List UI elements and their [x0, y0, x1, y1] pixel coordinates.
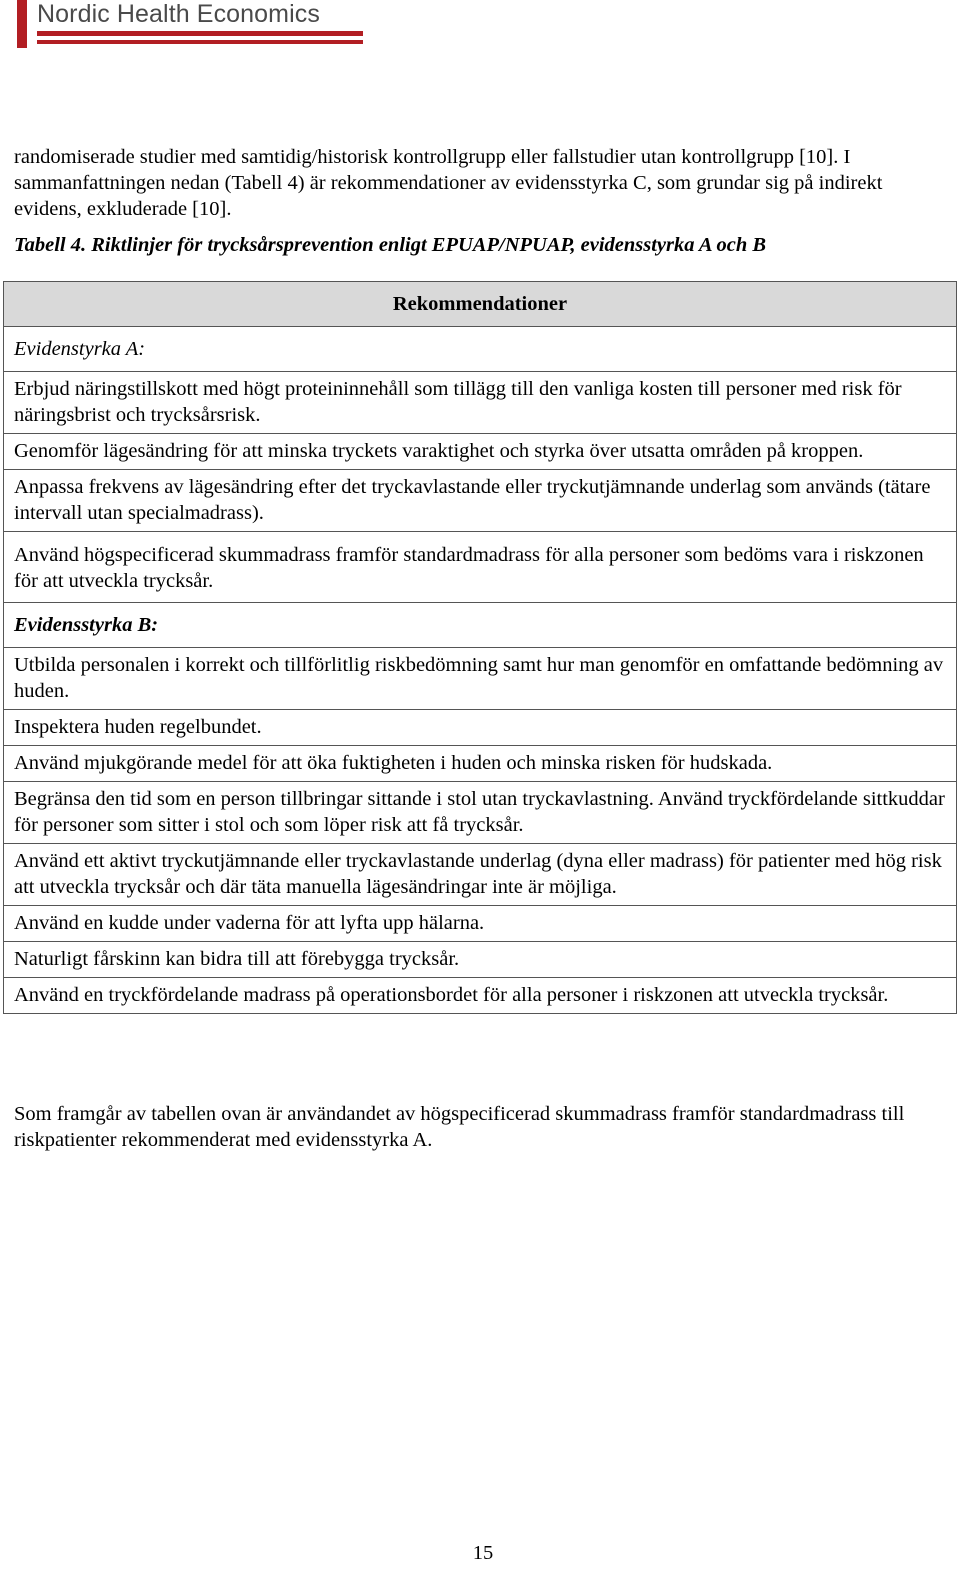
page-number: 15	[472, 1542, 494, 1564]
table-row	[4, 710, 957, 746]
evidence-level-a-label: Evidenstyrka A:	[4, 327, 957, 372]
table-row	[4, 603, 957, 648]
table-row	[4, 372, 957, 434]
recommendation-item: Inspektera huden regelbundet.	[4, 710, 957, 746]
recommendation-item: Genomför lägesändring för att minska tryckets varaktighet och styrka över utsatta områden på kroppen.	[4, 434, 957, 470]
table-header-row	[4, 282, 957, 327]
table-header: Rekommendationer	[4, 282, 957, 327]
recommendation-item: Använd en kudde under vaderna för att lyfta upp hälarna.	[4, 906, 957, 942]
table-row	[4, 746, 957, 782]
recommendation-item: Använd mjukgörande medel för att öka fuktigheten i huden och minska risken för hudskada.	[4, 746, 957, 782]
table-row	[4, 942, 957, 978]
table-row	[4, 906, 957, 942]
table-row	[4, 844, 957, 906]
logo-accent-bar	[17, 0, 27, 48]
table-row	[4, 782, 957, 844]
table-row	[4, 327, 957, 372]
intro-paragraph: randomiserade studier med samtidig/historisk kontrollgrupp eller fallstudier utan kontrollgrupp [10]. I sammanfattningen nedan (Tabell 4) är rekommendationer av evidensstyrka C, som grundar sig på indirekt evidens, exkluderade [10].	[14, 146, 883, 220]
recommendations-table	[3, 281, 957, 1014]
recommendation-item: Använd högspecificerad skummadrass framför standardmadrass för alla personer som bedöms vara i riskzonen för att utveckla trycksår.	[4, 532, 957, 603]
recommendation-item: Begränsa den tid som en person tillbringar sittande i stol utan tryckavlastning. Använd tryckfördelande sittkuddar för personer som sitter i stol och som löper risk att få trycksår.	[4, 782, 957, 844]
recommendation-item: Naturligt fårskinn kan bidra till att förebygga trycksår.	[4, 942, 957, 978]
table-row	[4, 532, 957, 603]
table-row	[4, 978, 957, 1014]
table-row	[4, 434, 957, 470]
table-row	[4, 470, 957, 532]
logo-underline	[37, 40, 363, 44]
evidence-level-b-label: Evidensstyrka B:	[4, 603, 957, 648]
recommendation-item: Använd ett aktivt tryckutjämnande eller tryckavlastande underlag (dyna eller madrass) för patienter med hög risk att utveckla trycksår och där täta manuella lägesändringar inte är möjliga.	[4, 844, 957, 906]
logo-text: Nordic Health Economics	[37, 0, 320, 28]
table-row	[4, 648, 957, 710]
table-caption: Tabell 4. Riktlinjer för trycksårsprevention enligt EPUAP/NPUAP, evidensstyrka A och B	[14, 234, 767, 256]
recommendation-item: Anpassa frekvens av lägesändring efter det tryckavlastande eller tryckutjämnande underlag som används (tätare intervall utan specialmadrass).	[4, 470, 957, 532]
logo-underline	[37, 31, 363, 36]
nordic-health-economics-logo	[17, 0, 377, 50]
recommendation-item: Använd en tryckfördelande madrass på operationsbordet för alla personer i riskzonen att utveckla trycksår.	[4, 978, 957, 1014]
recommendation-item: Erbjud näringstillskott med högt proteininnehåll som tillägg till den vanliga kosten till personer med risk för näringsbrist och trycksårsrisk.	[4, 372, 957, 434]
recommendation-item: Utbilda personalen i korrekt och tillförlitlig riskbedömning samt hur man genomför en omfattande bedömning av huden.	[4, 648, 957, 710]
conclusion-paragraph: Som framgår av tabellen ovan är användandet av högspecificerad skummadrass framför standardmadrass till riskpatienter rekommenderat med evidensstyrka A.	[14, 1103, 905, 1151]
